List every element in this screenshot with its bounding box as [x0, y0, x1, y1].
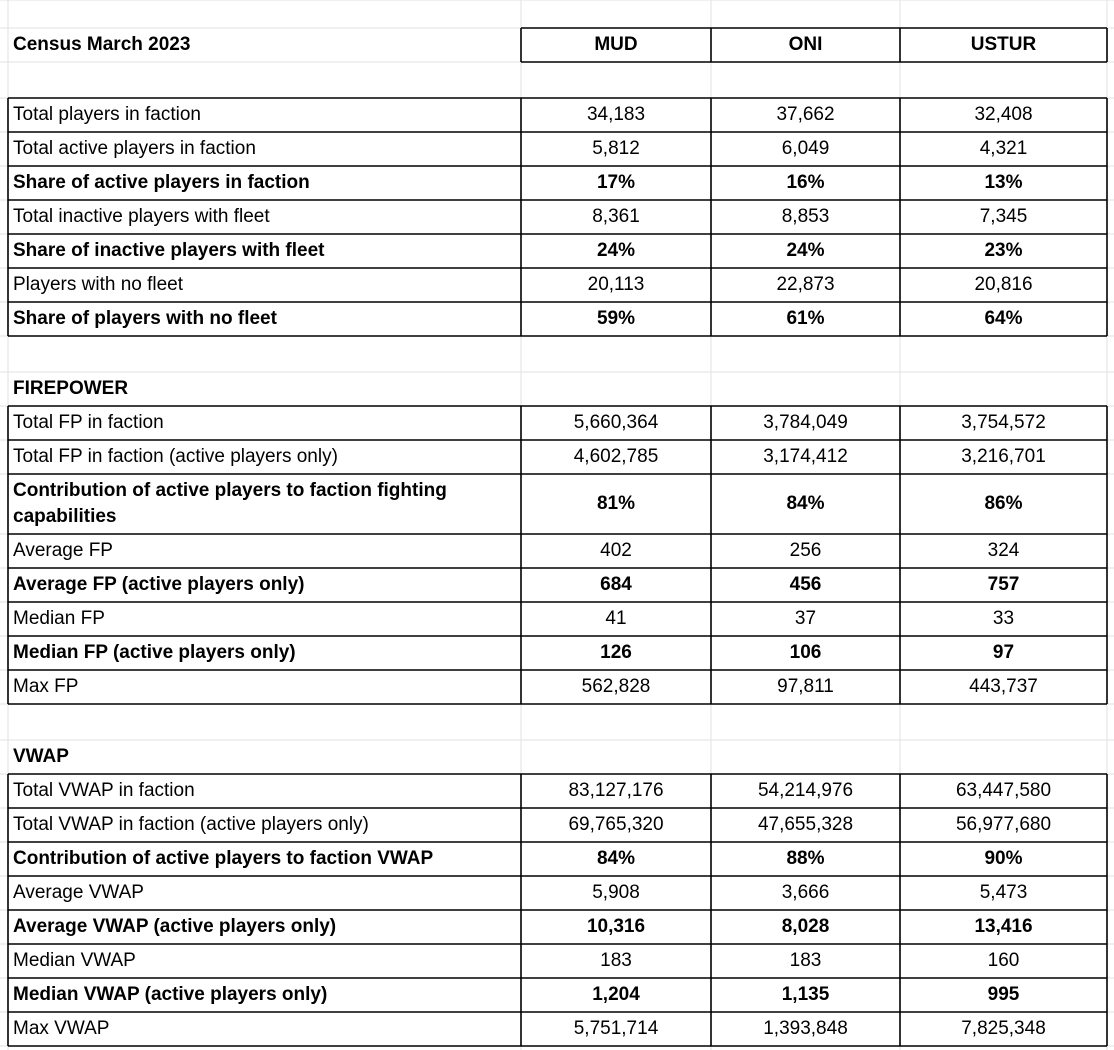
cell-oni-text: 3,666 [781, 882, 830, 903]
column-header-ustur-text: USTUR [970, 34, 1037, 55]
cell-ustur-text: 32,408 [974, 104, 1033, 125]
row-label-text: Max VWAP [13, 1018, 110, 1039]
cell-oni-text: 24% [786, 240, 825, 261]
cell-mud-text: 562,828 [581, 676, 651, 697]
cell-ustur-text: 4,321 [979, 138, 1028, 159]
row-label-text: Total FP in faction [13, 412, 164, 433]
cell-mud-text: 5,908 [592, 882, 640, 903]
cell-ustur-text: 90% [984, 848, 1023, 869]
section-header-vwap-text: VWAP [13, 746, 69, 767]
cell-mud-text: 5,751,714 [573, 1018, 659, 1039]
row-label-text: Median FP [13, 608, 105, 629]
cell-oni-text: 22,873 [776, 274, 835, 295]
cell-oni-text: 6,049 [781, 138, 830, 159]
cell-oni-text: 54,214,976 [757, 780, 854, 801]
cell-ustur-text: 63,447,580 [955, 780, 1052, 801]
cell-ustur-text: 56,977,680 [955, 814, 1052, 835]
cell-ustur-text: 7,825,348 [961, 1018, 1046, 1039]
cell-ustur-text: 13% [984, 172, 1023, 193]
row-label-text: Share of inactive players with fleet [13, 240, 325, 261]
cell-mud-text: 8,361 [592, 206, 640, 227]
cell-mud-text: 183 [600, 950, 632, 971]
cell-mud-text: 83,127,176 [568, 780, 664, 801]
row-label-text: Average FP (active players only) [13, 574, 305, 595]
cell-oni-text: 106 [789, 642, 822, 663]
cell-ustur-text: 20,816 [974, 274, 1033, 295]
row-label-text: Total players in faction [13, 104, 201, 125]
cell-ustur-text: 13,416 [974, 916, 1033, 937]
cell-mud-text: 69,765,320 [568, 814, 664, 835]
cell-oni-text: 183 [789, 950, 822, 971]
cell-oni-text: 47,655,328 [757, 814, 854, 835]
cell-oni-text: 3,784,049 [763, 412, 848, 433]
cell-mud-text: 24% [596, 240, 636, 261]
row-label-text: Share of players with no fleet [13, 308, 277, 329]
row-label-text: Share of active players in faction [13, 172, 310, 193]
cell-ustur-text: 23% [984, 240, 1023, 261]
row-label-text: Average FP [13, 540, 113, 561]
row-label-text: Total inactive players with fleet [13, 206, 270, 227]
column-header-mud-text: MUD [594, 34, 638, 55]
cell-mud-text: 402 [600, 540, 632, 561]
cell-ustur-text: 86% [984, 493, 1023, 514]
row-label-text: Max FP [13, 676, 79, 697]
row-label-text: Median VWAP [13, 950, 136, 971]
row-label-text: Average VWAP [13, 882, 144, 903]
row-label-text: Players with no fleet [13, 274, 184, 295]
cell-oni-text: 8,853 [781, 206, 830, 227]
cell-oni-text: 88% [786, 848, 825, 869]
row-label-text: Contribution of active players to faction VWAP [13, 848, 434, 869]
cell-mud-text: 10,316 [586, 916, 646, 937]
cell-ustur-text: 443,737 [969, 676, 1038, 697]
row-label-text: Total active players in faction [13, 138, 256, 159]
cell-oni-text: 61% [786, 308, 825, 329]
cell-mud-text: 4,602,785 [573, 446, 659, 467]
cell-ustur-text: 3,754,572 [961, 412, 1046, 433]
cell-mud-text: 126 [600, 642, 632, 663]
cell-oni-text: 16% [786, 172, 825, 193]
cell-ustur-text: 5,473 [979, 882, 1028, 903]
cell-ustur-text: 64% [984, 308, 1023, 329]
section-header-firepower-text: FIREPOWER [13, 378, 129, 399]
cell-ustur-text: 97 [992, 642, 1015, 663]
cell-mud-text: 20,113 [587, 274, 645, 295]
cell-oni-text: 1,135 [781, 984, 830, 1005]
cell-ustur-text: 757 [987, 574, 1020, 595]
cell-oni-text: 8,028 [781, 916, 830, 937]
cell-oni-text: 3,174,412 [763, 446, 848, 467]
cell-oni-text: 37 [794, 608, 817, 629]
cell-ustur-text: 160 [987, 950, 1020, 971]
census-title-text: Census March 2023 [13, 34, 191, 55]
cell-oni-text: 97,811 [777, 676, 834, 697]
cell-oni-text: 456 [789, 574, 822, 595]
cell-mud-text: 1,204 [592, 984, 640, 1005]
cell-mud-text: 81% [596, 493, 636, 514]
cell-mud-text: 5,660,364 [573, 412, 659, 433]
cell-oni-text: 1,393,848 [763, 1018, 848, 1039]
row-label-text: Median FP (active players only) [13, 642, 296, 663]
cell-ustur-text: 3,216,701 [961, 446, 1046, 467]
row-label-text: Total VWAP in faction [13, 780, 195, 801]
row-label-text: Median VWAP (active players only) [13, 984, 328, 1005]
cell-mud-text: 84% [596, 848, 636, 869]
cell-mud-text: 59% [596, 308, 636, 329]
row-label-text: Average VWAP (active players only) [13, 916, 337, 937]
cell-oni-text: 84% [786, 493, 825, 514]
cell-mud-text: 34,183 [586, 104, 646, 125]
column-header-oni-text: ONI [788, 34, 823, 55]
cell-ustur-text: 7,345 [979, 206, 1028, 227]
cell-ustur-text: 324 [987, 540, 1020, 561]
cell-mud-text: 41 [605, 608, 627, 629]
cell-mud-text: 17% [596, 172, 636, 193]
cell-mud-text: 5,812 [592, 138, 640, 159]
cell-oni-text: 37,662 [776, 104, 835, 125]
cell-ustur-text: 33 [992, 608, 1015, 629]
row-label-text: Contribution of active players to faction fighting capabilities [13, 480, 447, 527]
row-label-text: Total FP in faction (active players only) [13, 446, 338, 467]
row-label-text: Total VWAP in faction (active players only) [13, 814, 369, 835]
cell-mud-text: 684 [600, 574, 632, 595]
cell-ustur-text: 995 [987, 984, 1020, 1005]
cell-oni-text: 256 [789, 540, 822, 561]
